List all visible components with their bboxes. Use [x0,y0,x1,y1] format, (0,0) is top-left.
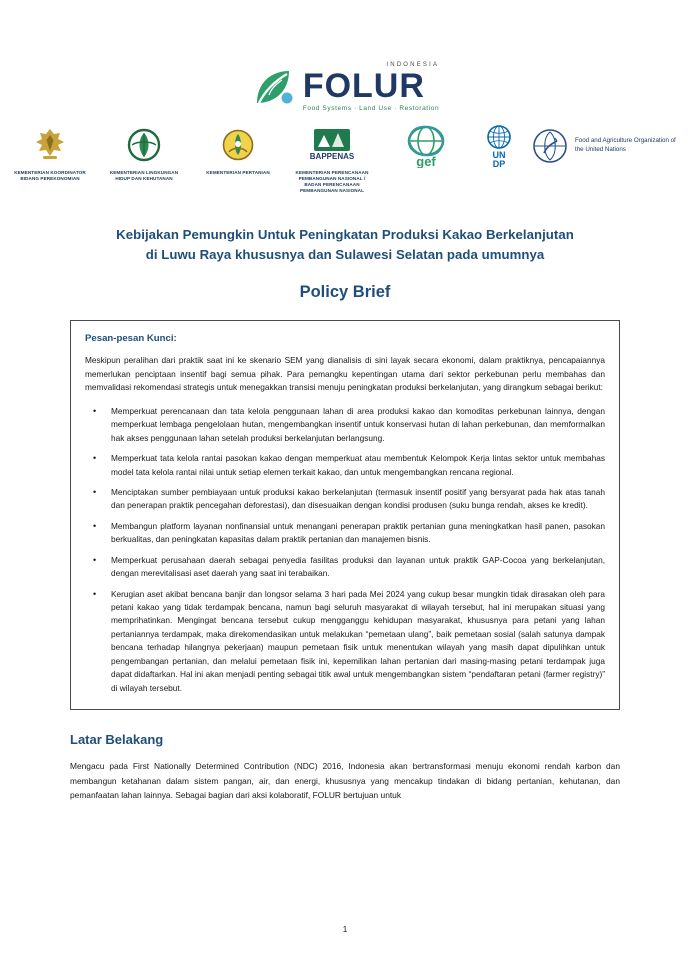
key-messages-intro: Meskipun peralihan dari praktik saat ini ke skenario SEM yang dianalisis di sini layak secara ekonomi, dalam praktiknya, pencapaiannya memerlukan penciptaan insentif bagi semua pihak. Para pemangku kepentingan utama dari sektor perkebunan perlu membahas dan memvalidasi rekomendasi strategis untuk menegakkan transisi menuju peningkatan produksi berkelanjutan, yang dirangkum sebagai berikut: [85,355,605,393]
partner-klhk [103,125,185,182]
page-subtitle: Policy Brief [299,283,391,302]
partner-caption: KEMENTERIAN PERENCANAAN PEMBANGUNAN NASIONAL / BADAN PERENCANAAN PEMBANGUNAN NASIONAL [295,169,369,194]
partner-kementerian-pertanian [197,125,279,176]
bappenas-logo-icon [307,125,357,167]
list-item: • Memperkuat tata kelola rantai pasokan kakao dengan memperkuat atau membentuk Kelompok Kerja lintas sektor untuk membahas model tata kelola rantai nilai untuk setiap elemen terkait kakao, dan untuk mengembangkan rencana regional. [85,452,605,479]
svg-text:DP: DP [492,158,506,168]
partner-caption: KEMENTERIAN LINGKUNGAN HIDUP DAN KEHUTANAN [109,169,179,181]
folur-indonesia-label: INDONESIA [386,62,440,68]
partner-undp [479,125,519,167]
list-item: • Menciptakan sumber pembiayaan untuk produksi kakao berkelanjutan (termasuk insentif positif yang bersyarat pada hak atas tanah dan penerapan praktik pencegahan deforestasi), dan disesuaikan dengan kondisi produsen (suku bunga rendah, akses ke kredit). [85,486,605,513]
partner-caption: KEMENTERIAN KOORDINATOR BIDANG PEREKONOMIAN [14,169,86,181]
page-title-line2: di Luwu Raya khususnya dan Sulawesi Selatan pada umumnya [145,247,545,262]
page-title [70,225,620,266]
folur-tagline: Food Systems · Land Use · Restoration [302,105,440,113]
list-item: • Memperkuat perencanaan dan tata kelola penggunaan lahan di area produksi kakao dan komoditas perkebunan lainnya, dengan memperkuat lembaga pengelolaan hutan, mengembangkan insentif untuk konservasi hutan di lahan perkebunan, dan memformalkan hak akses penggunaan lahan setelah produksi berkelanjutan berlangsung. [85,405,605,445]
partner-bappenas [291,125,373,195]
partner-kemenko-perekonomian [9,125,91,182]
kementan-emblem-icon [218,125,258,167]
svg-text:gef: gef [416,153,436,168]
leaf-icon [251,65,295,109]
partner-gef [385,125,467,167]
partner-logos-row [9,125,681,195]
partner-fao [531,125,681,167]
svg-text:UN: UN [492,149,506,160]
logo-header [14,62,676,195]
key-messages-box [70,320,620,710]
fao-caption: Food and Agriculture Organization of the United Nations [575,136,676,153]
folur-wordmark: FOLUR [302,67,425,105]
key-messages-list [85,405,605,695]
partner-caption: KEMENTERIAN PERTANIAN [206,169,270,175]
svg-text:BAPPENAS: BAPPENAS [309,151,355,161]
page-title-line1: Kebijakan Pemungkin Untuk Peningkatan Produksi Kakao Berkelanjutan [116,226,574,242]
garuda-icon [30,125,70,167]
key-messages-heading: Pesan-pesan Kunci: [85,333,177,345]
section-heading-latar-belakang: Latar Belakang [70,732,164,748]
gef-logo-icon [401,125,451,167]
section-paragraph: Mengacu pada First Nationally Determined Contribution (NDC) 2016, Indonesia akan bertransformasi menuju ekonomi rendah karbon dan membangun ketahanan dalam sistem pangan, air, dan energi, khususnya yang mencakup tindakan di bidang pertanian, kehutanan, dan pemanfaatan lahan lainnya. Sebagai bagian dari aksi kolaboratif, FOLUR bertujuan untuk [70,761,620,800]
page-number: 1 [342,925,348,934]
list-item: • Membangun platform layanan nonfinansial untuk menangani penerapan praktik pertanian guna meningkatkan hasil panen, pasokan berkualitas, dan peningkatan kapasitas dalam praktik pertanian dan manajemen bisnis. [85,520,605,547]
list-item: • Memperkuat perusahaan daerah sebagai penyedia fasilitas produksi dan layanan untuk praktik GAP-Cocoa yang berkelanjutan, dengan merevitalisasi aset daerah yang saat ini terabaikan. [85,554,605,581]
undp-logo-icon [484,125,514,167]
fao-logo-icon [531,125,569,167]
klhk-emblem-icon [124,125,164,167]
folur-logo [251,62,439,113]
list-item: • Kerugian aset akibat bencana banjir dan longsor selama 3 hari pada Mei 2024 yang cukup besar mungkin tidak dirasakan oleh para petani kakao yang tidak terdampak bencana, namun bagi seluruh masyarakat di wilayah tersebut, hal ini merupakan situasi yang memprihatinkan. Mengingat bencana tersebut cukup mengganggu kehidupan masyarakat, khususnya para petani yang lahan pertaniannya terdampak, maka direkomendasikan untuk melakukan “pemetaan ulang”, baik pemetaan sosial (salah satunya dampak bencana terhadap hilangnya pekerjaan) maupun pemetaan fisik untuk menentukan wilayah yang masih dapat dipulihkan untuk pengembangan pertanian, dan melalui pemetaan fisik ini, kepemilikan lahan pertanian dari masing-masing petani terdampak juga dapat didaftarkan. Hal ini akan menjadi penting sebagai titik awal untuk mengembangkan sistem “pendaftaran petani (farmer registry)” di wilayah tersebut. [85,588,605,696]
folur-wordmark-block [303,62,439,113]
